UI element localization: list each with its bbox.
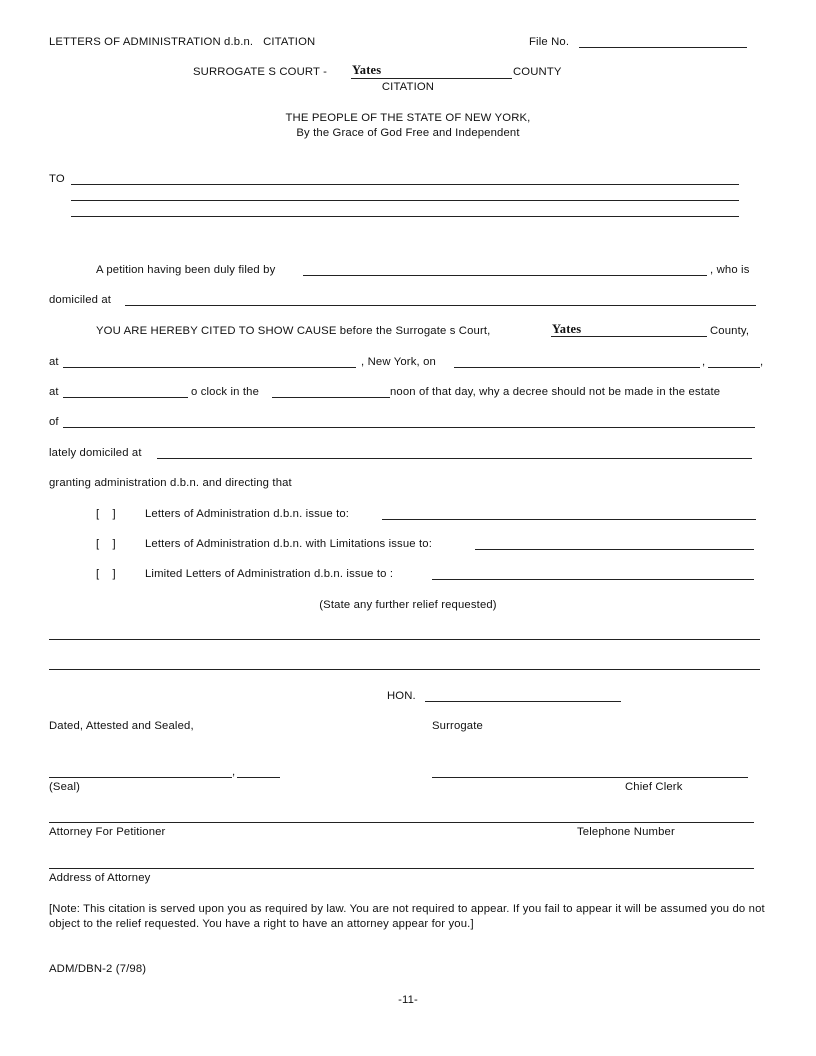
who-is-label: , who is [710, 264, 750, 276]
attorney-label: Attorney For Petitioner [49, 826, 166, 838]
people-heading: THE PEOPLE OF THE STATE OF NEW YORK, [285, 112, 531, 124]
option-1-label: Letters of Administration d.b.n. issue to: [145, 508, 350, 520]
granting-text: granting administration d.b.n. and directing that [49, 477, 292, 489]
surrogate-name-field[interactable] [425, 701, 621, 702]
option-3-field[interactable] [432, 579, 754, 580]
year-comma: , [760, 356, 764, 368]
hon-label: HON. [387, 690, 416, 702]
chief-clerk-signature-field[interactable] [432, 777, 748, 778]
option-3-checkbox[interactable]: [ ] [96, 568, 116, 580]
surrogate-label: Surrogate [432, 720, 483, 732]
dated-field[interactable] [49, 777, 232, 778]
to-field-line-2[interactable] [71, 200, 739, 201]
seal-label: (Seal) [49, 781, 81, 793]
attorney-address-field[interactable] [49, 868, 754, 869]
further-relief-label: (State any further relief requested) [319, 599, 497, 611]
attorney-field[interactable] [49, 822, 754, 823]
dated-label: Dated, Attested and Sealed, [49, 720, 194, 732]
oclock-label: o clock in the [191, 386, 260, 398]
lately-domiciled-label: lately domiciled at [49, 447, 142, 459]
date-field[interactable] [454, 367, 700, 368]
year-field[interactable] [708, 367, 760, 368]
option-2-checkbox[interactable]: [ ] [96, 538, 116, 550]
show-cause-county-field[interactable] [551, 336, 707, 337]
decedent-domicile-field[interactable] [157, 458, 752, 459]
county-name: Yates [352, 63, 382, 77]
petitioner-field[interactable] [303, 275, 707, 276]
county-field[interactable] [351, 78, 512, 79]
petitioner-domicile-field[interactable] [125, 305, 756, 306]
show-cause-text: YOU ARE HEREBY CITED TO SHOW CAUSE before the Surrogate s Court, [96, 325, 491, 337]
further-relief-line-2[interactable] [49, 669, 760, 670]
of-label: of [49, 416, 59, 428]
option-2-label: Letters of Administration d.b.n. with Limitations issue to: [145, 538, 433, 550]
county-label: COUNTY [513, 66, 562, 78]
petition-filed-by-label: A petition having been duly filed by [96, 264, 276, 276]
estate-field[interactable] [63, 427, 755, 428]
dated-comma: , [232, 766, 236, 778]
grace-heading: By the Grace of God Free and Independent [296, 127, 520, 139]
location-field[interactable] [63, 367, 356, 368]
chief-clerk-label: Chief Clerk [625, 781, 683, 793]
notice-text: [Note: This citation is served upon you as required by law. You are not required to appear. If you fail to appear it will be assumed you do not object to the relief requested. You have a right to have an attorney appear for you.] [49, 903, 765, 930]
option-1-checkbox[interactable]: [ ] [96, 508, 116, 520]
form-title: LETTERS OF ADMINISTRATION d.b.n. CITATION [49, 36, 316, 48]
domiciled-at-label: domiciled at [49, 294, 112, 306]
new-york-on-label: , New York, on [361, 356, 436, 368]
show-cause-county-value: Yates [552, 322, 582, 336]
file-no-label: File No. [529, 36, 570, 48]
option-1-field[interactable] [382, 519, 756, 520]
dated-year-field[interactable] [237, 777, 280, 778]
to-field-line-1[interactable] [71, 184, 739, 185]
noon-text: noon of that day, why a decree should not be made in the estate [390, 386, 721, 398]
telephone-label: Telephone Number [577, 826, 675, 838]
time-field[interactable] [63, 397, 188, 398]
further-relief-line-1[interactable] [49, 639, 760, 640]
page-number: -11- [398, 994, 418, 1006]
at-time-label: at [49, 386, 59, 398]
to-field-line-3[interactable] [71, 216, 739, 217]
to-label: TO [49, 173, 65, 185]
option-2-field[interactable] [475, 549, 754, 550]
address-label: Address of Attorney [49, 872, 151, 884]
at-label: at [49, 356, 59, 368]
noon-field[interactable] [272, 397, 390, 398]
option-3-label: Limited Letters of Administration d.b.n. issue to : [145, 568, 394, 580]
file-no-field[interactable] [579, 47, 747, 48]
citation-heading: CITATION [381, 81, 435, 93]
court-label: SURROGATE S COURT - [193, 66, 328, 78]
form-id: ADM/DBN-2 (7/98) [49, 963, 147, 975]
date-comma: , [702, 356, 706, 368]
county-word: County, [710, 325, 750, 337]
